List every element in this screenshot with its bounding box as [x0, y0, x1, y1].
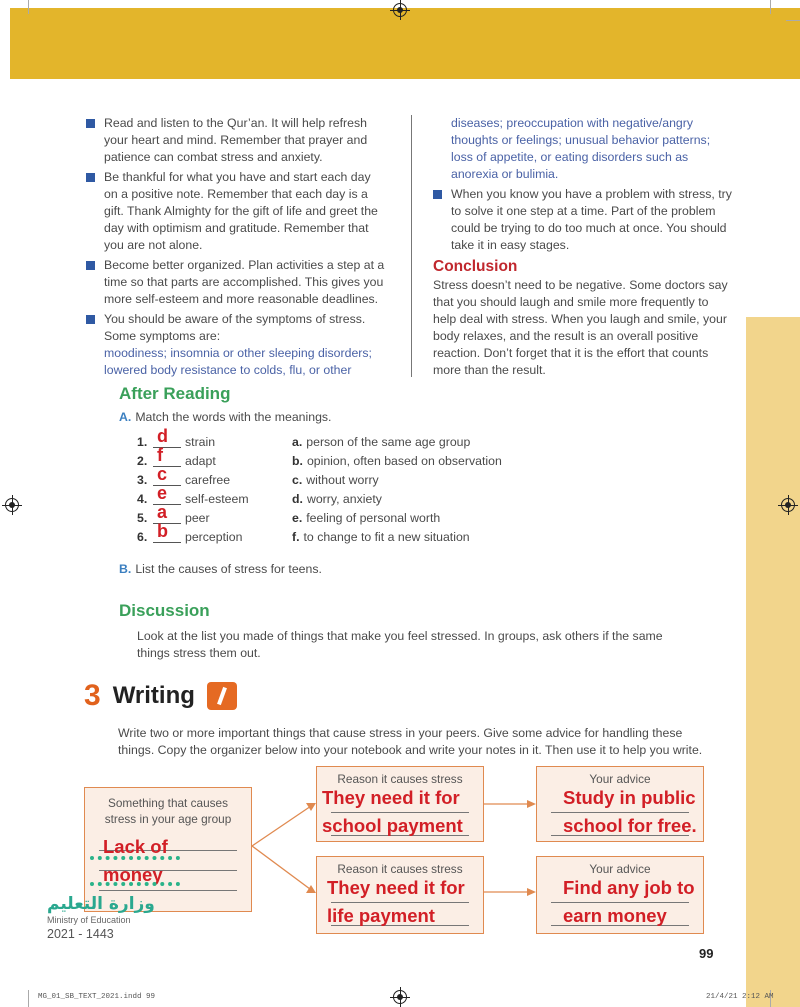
symptom: moodiness: [104, 346, 164, 360]
box-caption: Reason it causes stress: [337, 862, 463, 876]
handwritten-answer: They need it for: [327, 877, 465, 898]
symptom-list-continued: diseases; preoccupation with negative/angry thoughts or feelings; unusual behavior patterns; loss of appetite, or eating disorders such as anorexia or bulimia.: [451, 116, 711, 181]
symptom: unusual behavior patterns: [565, 133, 707, 147]
handwritten-answer: Find any job to: [563, 877, 695, 898]
item-number: 1.: [137, 435, 148, 449]
item-number: 6.: [137, 530, 148, 544]
handwritten-answer: b: [157, 521, 168, 541]
ministry-logo: [47, 894, 155, 941]
advice-box: [536, 766, 704, 842]
handwritten-answer: c: [157, 464, 168, 484]
tip-text: You should be aware of the symptoms of stress. Some symptoms are:: [104, 312, 366, 343]
handwritten-answer: Lack of: [103, 836, 168, 857]
exercise-instruction-text: List the causes of stress for teens.: [135, 562, 322, 576]
vocab-word: strain: [185, 435, 216, 449]
vocab-word: carefree: [185, 473, 231, 487]
watermark-dots: [90, 856, 180, 886]
edition-year: 2021 - 1443: [47, 927, 114, 941]
item-number: 3.: [137, 473, 148, 487]
ministry-name-english: Ministry of Education: [47, 915, 131, 925]
box-caption: Reason it causes stress: [337, 772, 463, 786]
print-slug-date: 21/4/21 2:12 AM: [706, 993, 774, 1001]
vocab-word: self-esteem: [185, 492, 249, 506]
vocab-word: adapt: [185, 454, 216, 468]
vocab-word: perception: [185, 530, 243, 544]
handwritten-answer: f: [157, 445, 163, 465]
after-reading-heading: After Reading: [119, 384, 231, 403]
conclusion-heading: Conclusion: [433, 258, 518, 275]
meaning-text: to change to fit a new situation: [303, 530, 470, 544]
connector-line: [252, 846, 314, 892]
handwritten-answer: Study in public: [563, 787, 696, 808]
discussion-text: Look at the list you made of things that make you feel stressed. In groups, ask others if the same things stress them out.: [137, 629, 663, 660]
section-number: 3: [84, 679, 101, 712]
symptom: diseases: [451, 116, 500, 130]
arrowhead-icon: [527, 800, 536, 808]
meaning-letter: f.: [292, 530, 300, 544]
symptom: loss of appetite, or eating disorders such as anorexia or bulimia.: [451, 150, 689, 181]
write-line: [99, 890, 237, 891]
section-title: Writing: [112, 682, 195, 709]
meaning-text: worry, anxiety: [306, 492, 382, 506]
meaning-letter: d.: [292, 492, 303, 506]
exercise-label: B.: [119, 562, 132, 576]
tip-text: Be thankful for what you have and start each day on a positive note. Remember that each day is a gift. Thank Almighty for the gift of life and greet the day with optimism and gratitude. Remember that you are not alone.: [104, 170, 378, 252]
handwritten-answer: life payment: [327, 905, 435, 926]
discussion-heading: Discussion: [119, 601, 210, 620]
write-line: [331, 812, 469, 813]
symptom: insomnia or other sleeping disorders: [170, 346, 369, 360]
write-line: [551, 812, 689, 813]
tip-text: When you know you have a problem with stress, try to solve it one step at a time. Part of the problem could be trying to do too much at once. You should take it in easy stages.: [451, 187, 732, 252]
handwritten-answer: school for free.: [563, 815, 697, 836]
advice-box: [536, 856, 704, 934]
handwritten-answer: They need it for: [322, 787, 460, 808]
ministry-name-arabic: وزارة التعليم: [47, 894, 155, 914]
box-caption: Your advice: [589, 862, 651, 876]
handwritten-answer: earn money: [563, 905, 667, 926]
write-line: [551, 902, 689, 903]
item-number: 2.: [137, 454, 148, 468]
meaning-letter: b.: [292, 454, 303, 468]
box-caption: Something that causes stress in your age group: [104, 796, 232, 826]
tip-text: Read and listen to the Qur’an. It will help refresh your heart and mind. Remember that prayer and patience can combat stress and anxiety.: [104, 116, 368, 164]
reason-box: [316, 766, 484, 842]
arrowhead-icon: [306, 885, 316, 893]
meaning-letter: c.: [292, 473, 303, 487]
handwritten-answer: d: [157, 426, 168, 446]
item-number: 5.: [137, 511, 148, 525]
meaning-text: without worry: [306, 473, 379, 487]
symptom: lowered body resistance to colds, flu, or other: [104, 363, 352, 377]
reason-box: [316, 856, 484, 934]
writing-instructions: Write two or more important things that cause stress in your peers. Give some advice for handling these things. Copy the organizer below into your notebook and write your notes in it. Then use it to help you write.: [118, 726, 703, 757]
print-slug-file: MG_01_SB_TEXT_2021.indd 99: [38, 993, 156, 1001]
box-caption: Your advice: [589, 772, 651, 786]
tip-text: Become better organized. Plan activities a step at a time so that parts are accomplished. This gives you more self-esteem and more reasonable deadlines.: [104, 258, 385, 306]
item-number: 4.: [137, 492, 148, 506]
write-line: [331, 902, 469, 903]
meaning-text: opinion, often based on observation: [306, 454, 502, 468]
meaning-text: feeling of personal worth: [306, 511, 441, 525]
meaning-letter: a.: [292, 435, 303, 449]
arrowhead-icon: [306, 803, 316, 811]
exercise-label: A.: [119, 410, 132, 424]
tip-item: You should be aware of the symptoms of stress. Some symptoms are: moodiness; insomnia or other sleeping disorders; lowered body resistance to colds, flu, or other: [86, 311, 386, 379]
vocab-word: peer: [185, 511, 210, 525]
handwritten-answer: e: [157, 483, 168, 503]
meaning-text: person of the same age group: [306, 435, 471, 449]
arrowhead-icon: [527, 888, 536, 896]
handwritten-answer: a: [157, 502, 168, 522]
page-number: 99: [699, 946, 714, 961]
meaning-letter: e.: [292, 511, 303, 525]
connector-line: [252, 804, 314, 846]
handwritten-answer: money: [103, 864, 163, 885]
exercise-instruction-text: Match the words with the meanings.: [135, 410, 332, 424]
conclusion-text: Stress doesn’t need to be negative. Some doctors say that you should laugh and smile more frequently to help deal with stress. When you laugh and smile, your body relaxes, and the result is an overall positive reaction. Don’t forget that it is the effort that counts more than the result.: [433, 278, 728, 377]
symptom: preoccupation with negative/angry thoughts or feelings: [451, 116, 694, 147]
handwritten-answer: school payment: [322, 815, 463, 836]
